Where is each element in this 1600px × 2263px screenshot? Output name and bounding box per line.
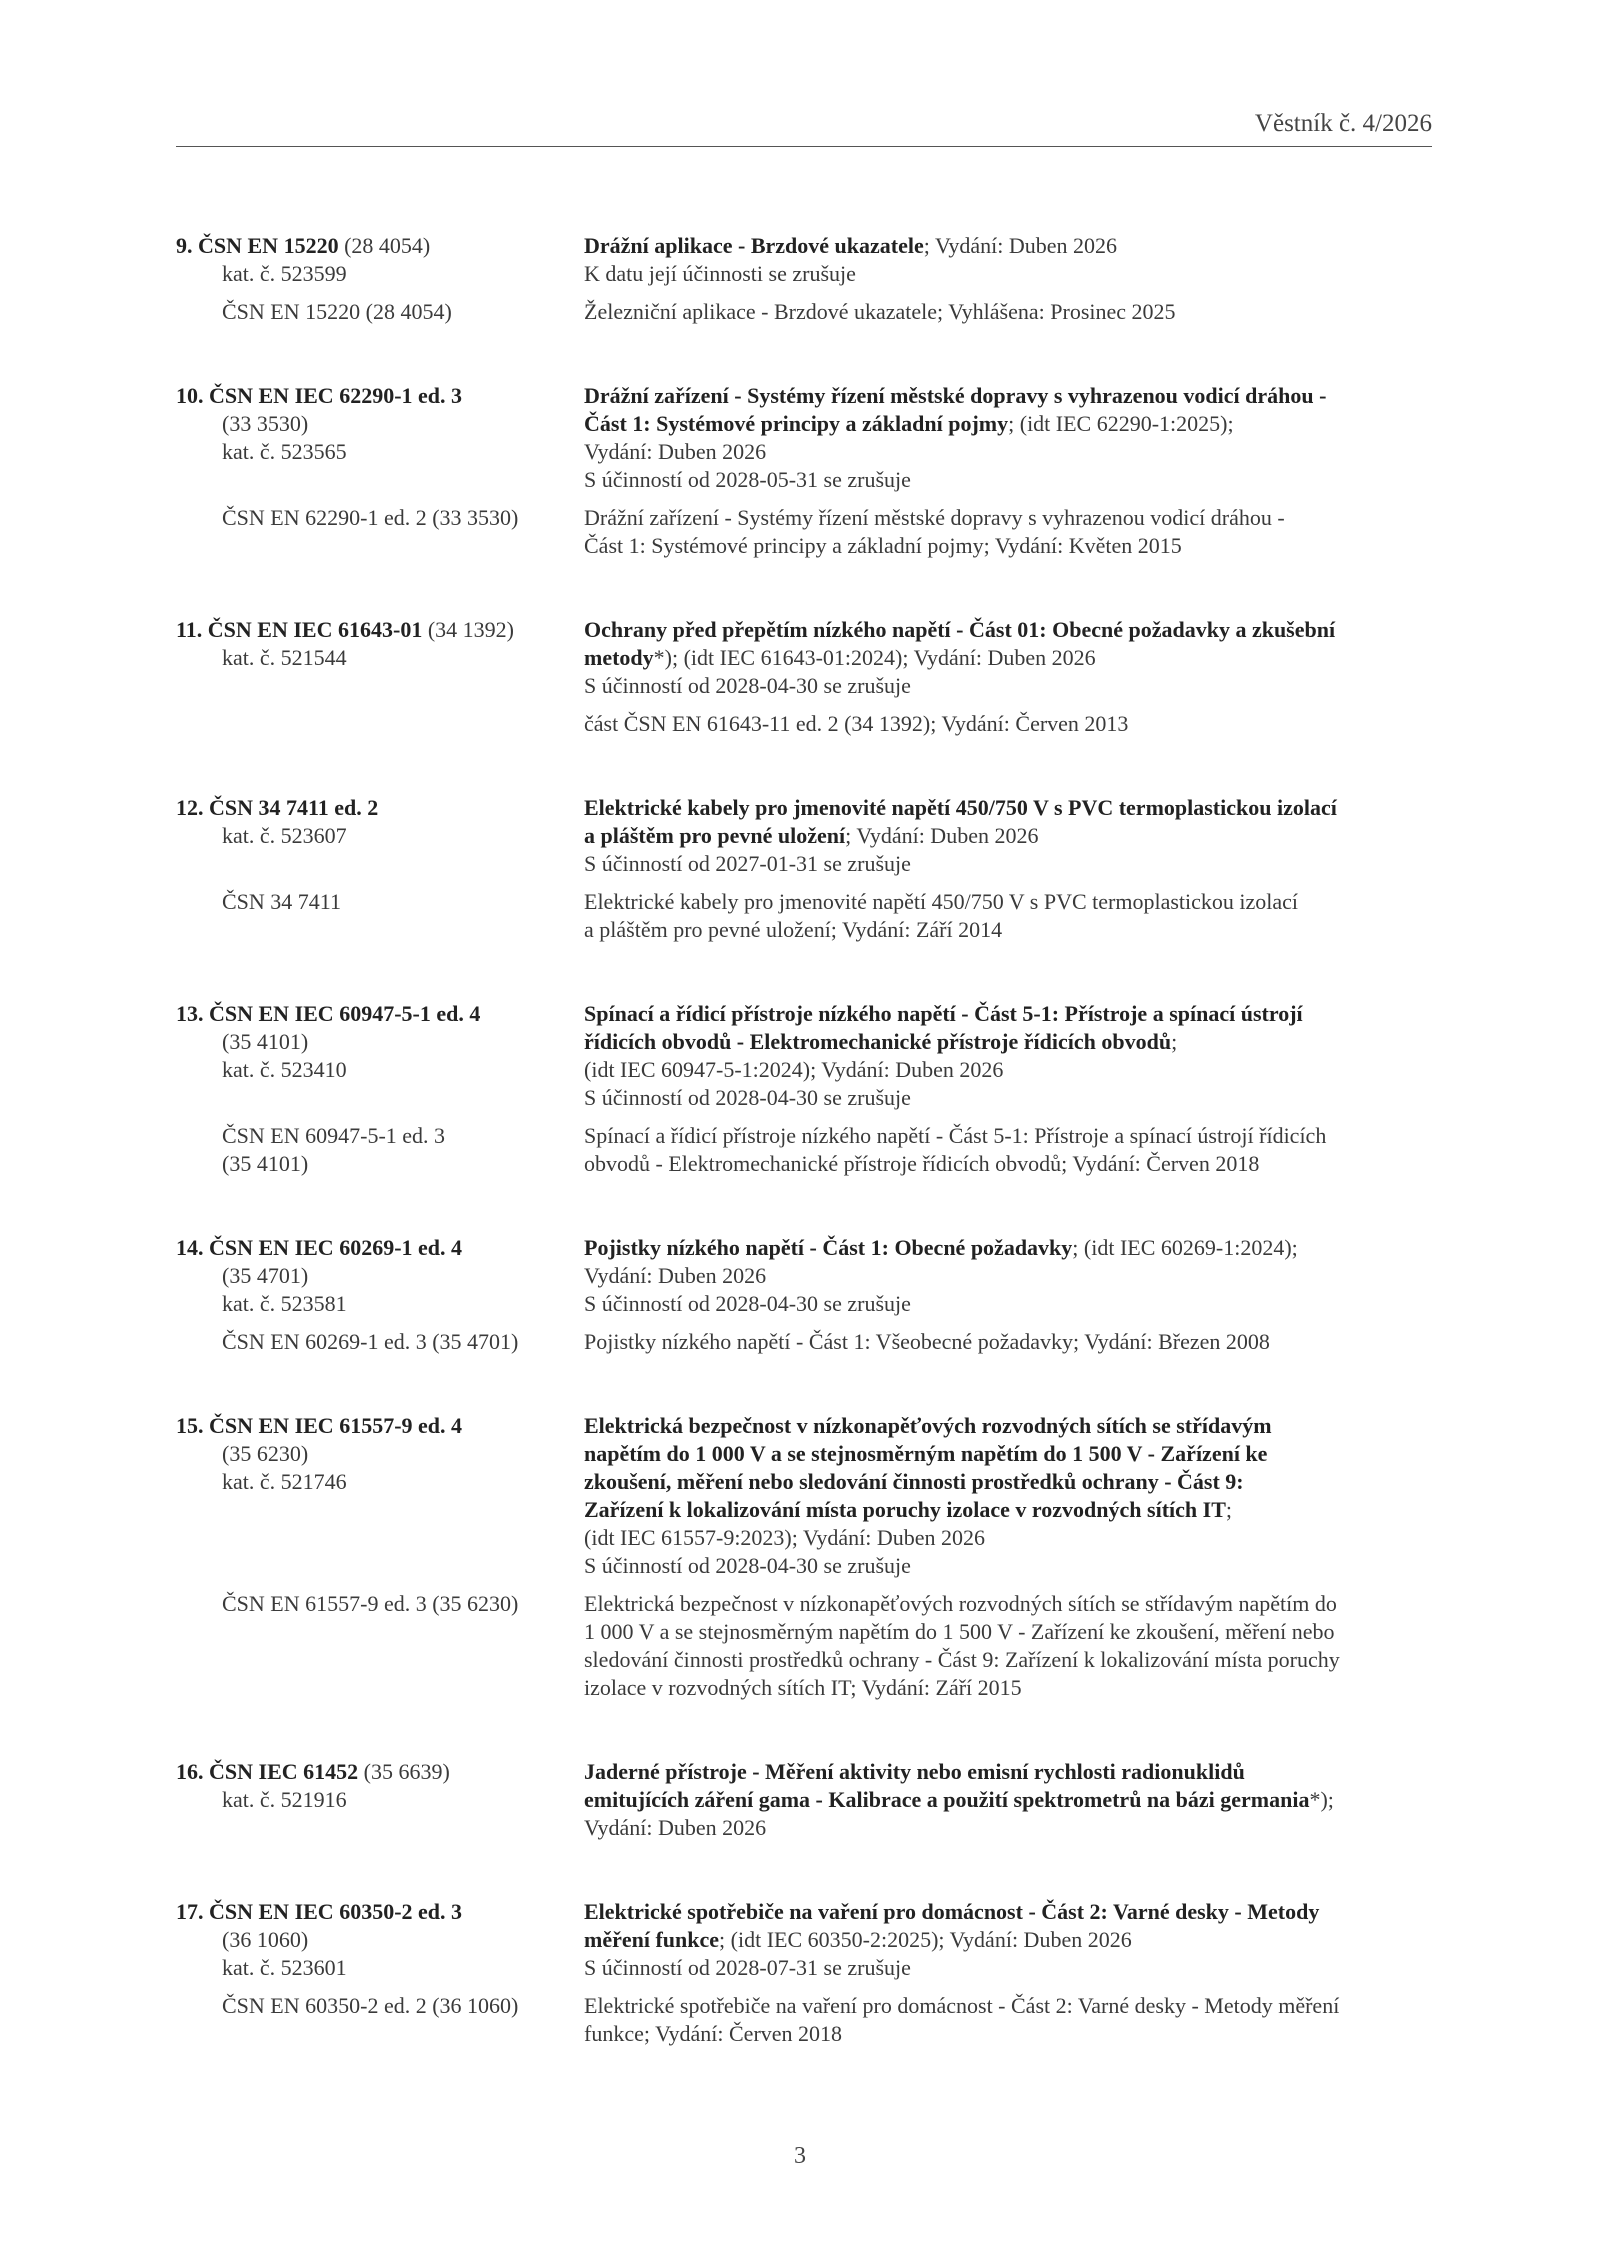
- standard-number: ČSN EN 15220: [198, 233, 339, 258]
- entry-15: 15. ČSN EN IEC 61557-9 ed. 4 (35 6230) kat. č. 521746 Elektrická bezpečnost v nízkonapěťových rozvodných sítích se střídavým napětím do 1 000 V a se stejnosměrným napětím do 1 500 V - Zařízení ke zkoušení, měření nebo sledování činnosti prostředků ochrany - Část 9: Zařízení k lokalizování místa poruchy izolace v rozvodných sítích IT; (idt IEC 61557-9:2023); Vydání: Duben 2026 S účinností od 2028-04-30 se zrušuje ČSN EN 61557-9 ed. 3 (35 6230) Elektrická bezpečnost v nízkonapěťových rozvodných sítích se střídavým napětím do 1 000 V a se stejnosměrným napětím do 1 500 V - Zařízení ke zkoušení, měření nebo sledování činnosti prostředků ochrany - Část 9: Zařízení k lokalizování místa poruchy izolace v rozvodných sítích IT; Vydání: Září 2015: [176, 1412, 1432, 1702]
- class-code: (28 4054): [344, 233, 431, 258]
- replaced-standard: ČSN EN 60947-5-1 ed. 3 (35 4101) Spínací a řídicí přístroje nízkého napětí - Část 5-1: Přístroje a spínací ústrojí řídicích obvodů - Elektromechanické přístroje řídicích obvodů; Vydání: Červen 2018: [222, 1123, 1327, 1176]
- standard-number: ČSN IEC 61452: [209, 1759, 359, 1784]
- class-code: (35 6639): [363, 1759, 450, 1784]
- class-code: (35 4701): [222, 1263, 309, 1288]
- replaced-standard: ČSN EN 15220 (28 4054) Železniční aplikace - Brzdové ukazatele; Vyhlášena: Prosinec 2025: [222, 299, 1176, 324]
- standard-number: ČSN EN IEC 60350-2 ed. 3: [209, 1899, 463, 1924]
- standard-title: Drážní aplikace - Brzdové ukazatele: [584, 233, 924, 258]
- catalog-number: kat. č. 523410: [222, 1057, 347, 1082]
- class-code: (34 1392): [427, 617, 514, 642]
- standard-number: ČSN EN IEC 60269-1 ed. 4: [209, 1235, 463, 1260]
- catalog-number: kat. č. 523581: [222, 1291, 347, 1316]
- standard-number: ČSN EN IEC 62290-1 ed. 3: [209, 383, 463, 408]
- effect-note: S účinností od 2028-05-31 se zrušuje: [584, 467, 911, 492]
- replaced-standard: část ČSN EN 61643-11 ed. 2 (34 1392); Vydání: Červen 2013: [584, 711, 1129, 736]
- standard-title: Ochrany před přepětím nízkého napětí - Část 01: Obecné požadavky a zkušební: [584, 617, 1336, 642]
- catalog-number: kat. č. 521544: [222, 645, 347, 670]
- entry-10: 10. ČSN EN IEC 62290-1 ed. 3 (33 3530) kat. č. 523565 Drážní zařízení - Systémy řízení městské dopravy s vyhrazenou vodicí dráhou - Část 1: Systémové principy a základní pojmy; (idt IEC 62290-1:2025); Vydání: Duben 2026 S účinností od 2028-05-31 se zrušuje ČSN EN 62290-1 ed. 2 (33 3530) Drážní zařízení - Systémy řízení městské dopravy s vyhrazenou vodicí dráhou - Část 1: Systémové principy a základní pojmy; Vydání: Květen 2015: [176, 382, 1432, 560]
- entry-13: 13. ČSN EN IEC 60947-5-1 ed. 4 (35 4101) kat. č. 523410 Spínací a řídicí přístroje nízkého napětí - Část 5-1: Přístroje a spínací ústrojí řídicích obvodů - Elektromechanické přístroje řídicích obvodů; (idt IEC 60947-5-1:2024); Vydání: Duben 2026 S účinností od 2028-04-30 se zrušuje ČSN EN 60947-5-1 ed. 3 (35 4101) Spínací a řídicí přístroje nízkého napětí - Část 5-1: Přístroje a spínací ústrojí řídicích obvodů - Elektromechanické přístroje řídicích obvodů; Vydání: Červen 2018: [176, 1000, 1432, 1178]
- class-code: (33 3530): [222, 411, 309, 436]
- standard-title: Drážní zařízení - Systémy řízení městské dopravy s vyhrazenou vodicí dráhou -: [584, 383, 1327, 408]
- catalog-number: kat. č. 523601: [222, 1955, 347, 1980]
- class-code: (35 4101): [222, 1029, 309, 1054]
- page-header: [176, 110, 1432, 147]
- effect-note: K datu její účinnosti se zrušuje: [584, 261, 856, 286]
- replaced-standard: ČSN EN 60269-1 ed. 3 (35 4701) Pojistky nízkého napětí - Část 1: Všeobecné požadavky; Vydání: Březen 2008: [222, 1329, 1270, 1354]
- entry-11: 11. ČSN EN IEC 61643-01 (34 1392) kat. č. 521544 Ochrany před přepětím nízkého napětí - Část 01: Obecné požadavky a zkušební metody*); (idt IEC 61643-01:2024); Vydání: Duben 2026 S účinností od 2028-04-30 se zrušuje část ČSN EN 61643-11 ed. 2 (34 1392); Vydání: Červen 2013: [176, 616, 1432, 738]
- effect-note: S účinností od 2028-04-30 se zrušuje: [584, 1553, 911, 1578]
- standard-number: ČSN 34 7411 ed. 2: [209, 795, 379, 820]
- entry-9: 9. ČSN EN 15220 (28 4054) kat. č. 523599 Drážní aplikace - Brzdové ukazatele; Vydání: Duben 2026 K datu její účinnosti se zrušuje ČSN EN 15220 (28 4054) Železniční aplikace - Brzdové ukazatele; Vyhlášena: Prosinec 2025: [176, 232, 1432, 326]
- replaced-standard: ČSN EN 60350-2 ed. 2 (36 1060) Elektrické spotřebiče na vaření pro domácnost - Část 2: Varné desky - Metody měření funkce; Vydání: Červen 2018: [222, 1993, 1340, 2046]
- entry-16: 16. ČSN IEC 61452 (35 6639) kat. č. 521916 Jaderné přístroje - Měření aktivity nebo emisní rychlosti radionuklidů emitujících záření gama - Kalibrace a použití spektrometrů na bázi germania*); Vydání: Duben 2026: [176, 1759, 1334, 1840]
- catalog-number: kat. č. 523607: [222, 823, 347, 848]
- standard-title: Spínací a řídicí přístroje nízkého napětí - Část 5-1: Přístroje a spínací ústrojí: [584, 1001, 1303, 1026]
- catalog-number: kat. č. 521916: [222, 1787, 347, 1812]
- replaced-standard: ČSN EN 62290-1 ed. 2 (33 3530) Drážní zařízení - Systémy řízení městské dopravy s vyhrazenou vodicí dráhou - Část 1: Systémové principy a základní pojmy; Vydání: Květen 2015: [222, 505, 1285, 558]
- standard-number: ČSN EN IEC 61643-01: [207, 617, 423, 642]
- standard-number: ČSN EN IEC 61557-9 ed. 4: [209, 1413, 463, 1438]
- catalog-number: kat. č. 523565: [222, 439, 347, 464]
- catalog-number: kat. č. 523599: [222, 261, 347, 286]
- entry-17: 17. ČSN EN IEC 60350-2 ed. 3 (36 1060) kat. č. 523601 Elektrické spotřebiče na vaření pro domácnost - Část 2: Varné desky - Metody měření funkce; (idt IEC 60350-2:2025); Vydání: Duben 2026 S účinností od 2028-07-31 se zrušuje ČSN EN 60350-2 ed. 2 (36 1060) Elektrické spotřebiče na vaření pro domácnost - Část 2: Varné desky - Metody měření funkce; Vydání: Červen 2018: [176, 1898, 1432, 2048]
- class-code: (35 6230): [222, 1441, 309, 1466]
- standard-title: Elektrické kabely pro jmenovité napětí 450/750 V s PVC termoplastickou izolací: [584, 795, 1337, 820]
- standard-title: Elektrická bezpečnost v nízkonapěťových rozvodných sítích se střídavým: [584, 1413, 1272, 1438]
- effect-note: S účinností od 2027-01-31 se zrušuje: [584, 851, 911, 876]
- replaced-standard: ČSN 34 7411 Elektrické kabely pro jmenovité napětí 450/750 V s PVC termoplastickou izolací a pláštěm pro pevné uložení; Vydání: Září 2014: [222, 889, 1299, 942]
- effect-note: S účinností od 2028-04-30 se zrušuje: [584, 1291, 911, 1316]
- entry-12: 12. ČSN 34 7411 ed. 2 kat. č. 523607 Elektrické kabely pro jmenovité napětí 450/750 V s PVC termoplastickou izolací a pláštěm pro pevné uložení; Vydání: Duben 2026 S účinností od 2027-01-31 se zrušuje ČSN 34 7411 Elektrické kabely pro jmenovité napětí 450/750 V s PVC termoplastickou izolací a pláštěm pro pevné uložení; Vydání: Září 2014: [176, 794, 1432, 944]
- standard-title: Jaderné přístroje - Měření aktivity nebo emisní rychlosti radionuklidů: [584, 1759, 1245, 1784]
- class-code: (36 1060): [222, 1927, 309, 1952]
- journal-title: Věstník č. 4/2026: [1254, 110, 1432, 137]
- page-number: 3: [794, 2143, 806, 2169]
- catalog-number: kat. č. 521746: [222, 1469, 347, 1494]
- replaced-standard: ČSN EN 61557-9 ed. 3 (35 6230) Elektrická bezpečnost v nízkonapěťových rozvodných sítích se střídavým napětím do 1 000 V a se stejnosměrným napětím do 1 500 V - Zařízení ke zkoušení, měření nebo sledování činnosti prostředků ochrany - Část 9: Zařízení k lokalizování místa poruchy izolace v rozvodných sítích IT; Vydání: Září 2015: [222, 1591, 1340, 1700]
- effect-note: S účinností od 2028-04-30 se zrušuje: [584, 1085, 911, 1110]
- effect-note: S účinností od 2028-07-31 se zrušuje: [584, 1955, 911, 1980]
- standard-title: Elektrické spotřebiče na vaření pro domácnost - Část 2: Varné desky - Metody: [584, 1899, 1320, 1924]
- effect-note: S účinností od 2028-04-30 se zrušuje: [584, 673, 911, 698]
- entry-14: 14. ČSN EN IEC 60269-1 ed. 4 (35 4701) kat. č. 523581 Pojistky nízkého napětí - Část 1: Obecné požadavky; (idt IEC 60269-1:2024); Vydání: Duben 2026 S účinností od 2028-04-30 se zrušuje ČSN EN 60269-1 ed. 3 (35 4701) Pojistky nízkého napětí - Část 1: Všeobecné požadavky; Vydání: Březen 2008: [176, 1234, 1432, 1356]
- standards-list: [176, 232, 1432, 2104]
- standard-title: Pojistky nízkého napětí - Část 1: Obecné požadavky: [584, 1235, 1073, 1260]
- standard-number: ČSN EN IEC 60947-5-1 ed. 4: [209, 1001, 481, 1026]
